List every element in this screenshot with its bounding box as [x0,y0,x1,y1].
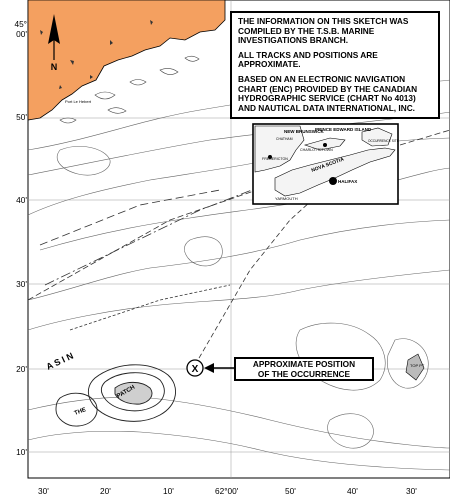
lat-50: 50' [16,112,27,122]
lon-20-west: 20' [100,486,111,496]
info-approximate: ALL TRACKS AND POSITIONS ARE APPROXIMATE. [238,49,378,70]
inset-yarmouth: YARMOUTH [275,196,298,201]
inset-chatham: CHATHAM [276,137,293,141]
lat-30: 30' [16,279,27,289]
inset-occurrence-site: OCCURRENCE SITE [368,139,399,143]
inset-fredericton: FREDERICTON [262,157,288,161]
inset-map [253,124,399,204]
north-label: N [50,62,58,72]
lon-50: 50' [285,486,296,496]
lon-62-00: 62°00' [215,486,239,496]
inset-charlottetown: CHARLOTTETOWN [300,148,333,152]
lon-30-east: 30' [406,486,417,496]
inset-halifax: HALIFAX [338,179,358,184]
the-patch-label-the: THE [73,407,87,417]
inset-pei: PRINCE EDWARD ISLAND [315,127,372,132]
info-compiled: THE INFORMATION ON THIS SKETCH WAS COMPILED BY THE T.S.B. MARINE INVESTIGATIONS BRANCH. [238,16,409,46]
the-patch-label-patch: PATCH [116,384,137,400]
basin-text: A S I N [44,350,75,372]
lon-30-west: 30' [38,486,49,496]
port-label: Port Le Hebert [65,99,92,104]
lon-10-west: 10' [163,486,174,496]
callout-line1: APPROXIMATE POSITION [252,359,356,369]
occurrence-marker [187,360,203,376]
lat-40: 40' [16,195,27,205]
callout-line2: OF THE OCCURRENCE [257,368,351,379]
lon-40: 40' [347,486,358,496]
info-box [230,11,440,119]
info-source: BASED ON AN ELECTRONIC NAVIGATION CHART (ENC) PROVIDED BY THE CANADIAN HYDROGRAPHIC SERVICE (CHART No 4013) AND NAUTICAL DATA INTERNATIONAL, INC. [238,73,418,113]
occurrence-callout [234,357,374,381]
lat-45-min: 00' [16,29,27,39]
inset-ns: NOVA SCOTIA [310,156,345,174]
inset-nb: NEW BRUNSWICK [284,129,324,134]
top-pt-label: TOP PT [410,363,425,368]
lat-10: 10' [16,447,27,457]
lat-20: 20' [16,364,27,374]
occurrence-x: X [191,364,199,375]
lat-45-deg: 45° [14,19,27,29]
